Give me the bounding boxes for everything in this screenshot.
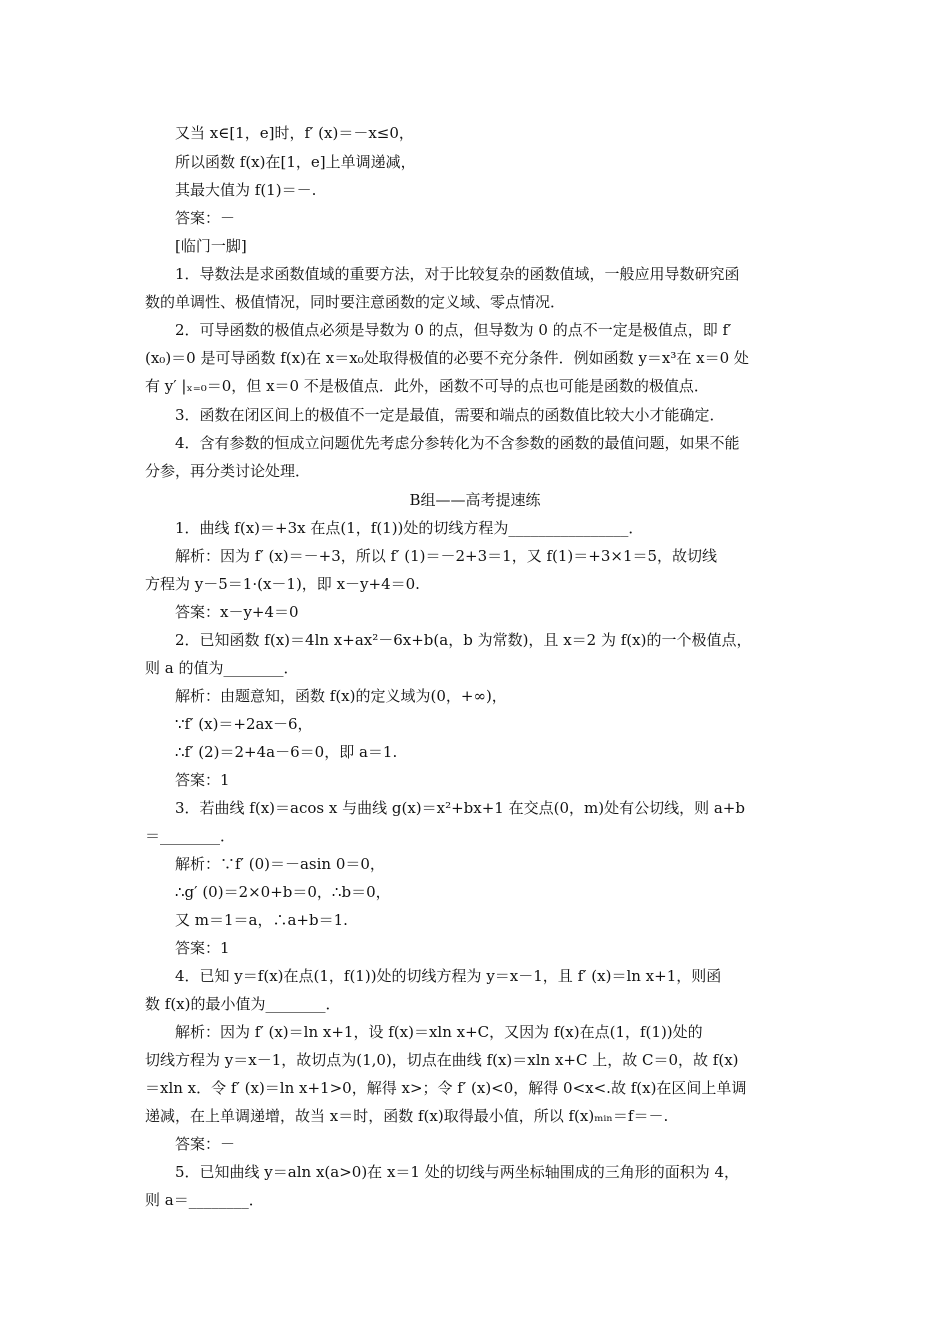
text-line: 则 a 的值为________． <box>145 659 299 677</box>
text-line: ∴g′ (0)＝2×0+b＝0，∴b＝0， <box>175 883 391 901</box>
section-heading: B组——高考提速练 <box>409 491 541 509</box>
text-line: 答案：x－y+4＝0 <box>175 603 299 621</box>
text-line: 1．曲线 f(x)＝+3x 在点(1，f(1))处的切线方程为________________． <box>175 519 644 537</box>
text-line: 答案：－ <box>175 209 236 227</box>
text-line: 则 a＝________． <box>145 1191 264 1209</box>
text-line: 分参，再分类讨论处理． <box>145 462 311 480</box>
text-line: 4．已知 y＝f(x)在点(1，f(1))处的切线方程为 y＝x－1，且 f′ (x)＝ln x+1，则函 <box>175 967 722 985</box>
text-line: 有 y′ |ₓ₌₀＝0，但 x＝0 不是极值点．此外，函数不可导的点也可能是函数的极值点． <box>145 377 709 395</box>
text-line: ∵f′ (x)＝+2ax－6， <box>175 715 313 733</box>
text-line: 数 f(x)的最小值为________． <box>145 995 341 1013</box>
text-line: 又当 x∈[1，e]时，f′ (x)＝－x≤0， <box>175 124 414 142</box>
text-line: 递减，在上单调递增，故当 x＝时，函数 f(x)取得最小值，所以 f(x)ₘᵢₙ＝f＝－. <box>145 1107 669 1125</box>
text-line: 3．函数在闭区间上的极值不一定是最值，需要和端点的函数值比较大小才能确定． <box>175 406 725 424</box>
text-line: 所以函数 f(x)在[1，e]上单调递减， <box>175 153 416 171</box>
text-line: 4．含有参数的恒成立问题优先考虑分参转化为不含参数的函数的最值问题，如果不能 <box>175 434 740 452</box>
text-line: 答案：1 <box>175 939 230 957</box>
text-line: 解析：∵f′ (0)＝－asin 0＝0， <box>175 855 385 873</box>
text-line: (x₀)＝0 是可导函数 f(x)在 x＝x₀处取得极值的必要不充分条件．例如函数 y＝x³在 x＝0 处 <box>145 349 749 367</box>
text-line: 答案：－ <box>175 1135 236 1153</box>
text-line: 方程为 y－5＝1·(x－1)，即 x－y+4＝0. <box>145 575 420 593</box>
text-line: ＝________． <box>145 827 236 845</box>
text-line: 2．已知函数 f(x)＝4ln x+ax²－6x+b(a，b 为常数)，且 x＝2 为 f(x)的一个极值点， <box>175 631 752 649</box>
text-line: 解析：由题意知，函数 f(x)的定义域为(0，+∞)， <box>175 687 507 705</box>
text-line: 3．若曲线 f(x)＝acos x 与曲线 g(x)＝x²+bx+1 在交点(0，m)处有公切线，则 a+b <box>175 799 745 817</box>
text-line: 答案：1 <box>175 771 230 789</box>
text-line: 2．可导函数的极值点必须是导数为 0 的点，但导数为 0 的点不一定是极值点，即 f′ <box>175 321 732 339</box>
text-line: 解析：因为 f′ (x)＝－+3，所以 f′ (1)＝－2+3＝1，又 f(1)＝+3×1＝5，故切线 <box>175 547 718 565</box>
text-line: 解析：因为 f′ (x)＝ln x+1，设 f(x)＝xln x+C，又因为 f(x)在点(1，f(1))处的 <box>175 1023 703 1041</box>
text-line: [临门一脚] <box>175 237 247 255</box>
text-line: ∴f′ (2)＝2+4a－6＝0，即 a＝1. <box>175 743 398 761</box>
text-line: 数的单调性、极值情况，同时要注意函数的定义域、零点情况． <box>145 293 566 311</box>
text-line: 其最大值为 f(1)＝－. <box>175 181 317 199</box>
text-line: ＝xln x．令 f′ (x)＝ln x+1>0，解得 x>；令 f′ (x)<0，解得 0<x<.故 f(x)在区间上单调 <box>145 1079 747 1097</box>
text-line: 5．已知曲线 y＝aln x(a>0)在 x＝1 处的切线与两坐标轴围成的三角形的面积为 4， <box>175 1163 740 1181</box>
text-line: 切线方程为 y＝x－1，故切点为(1,0)，切点在曲线 f(x)＝xln x+C 上，故 C＝0，故 f(x) <box>145 1051 739 1069</box>
text-line: 1．导数法是求函数值域的重要方法，对于比较复杂的函数值域，一般应用导数研究函 <box>175 265 740 283</box>
text-line: 又 m＝1＝a，∴a+b＝1. <box>175 911 348 929</box>
